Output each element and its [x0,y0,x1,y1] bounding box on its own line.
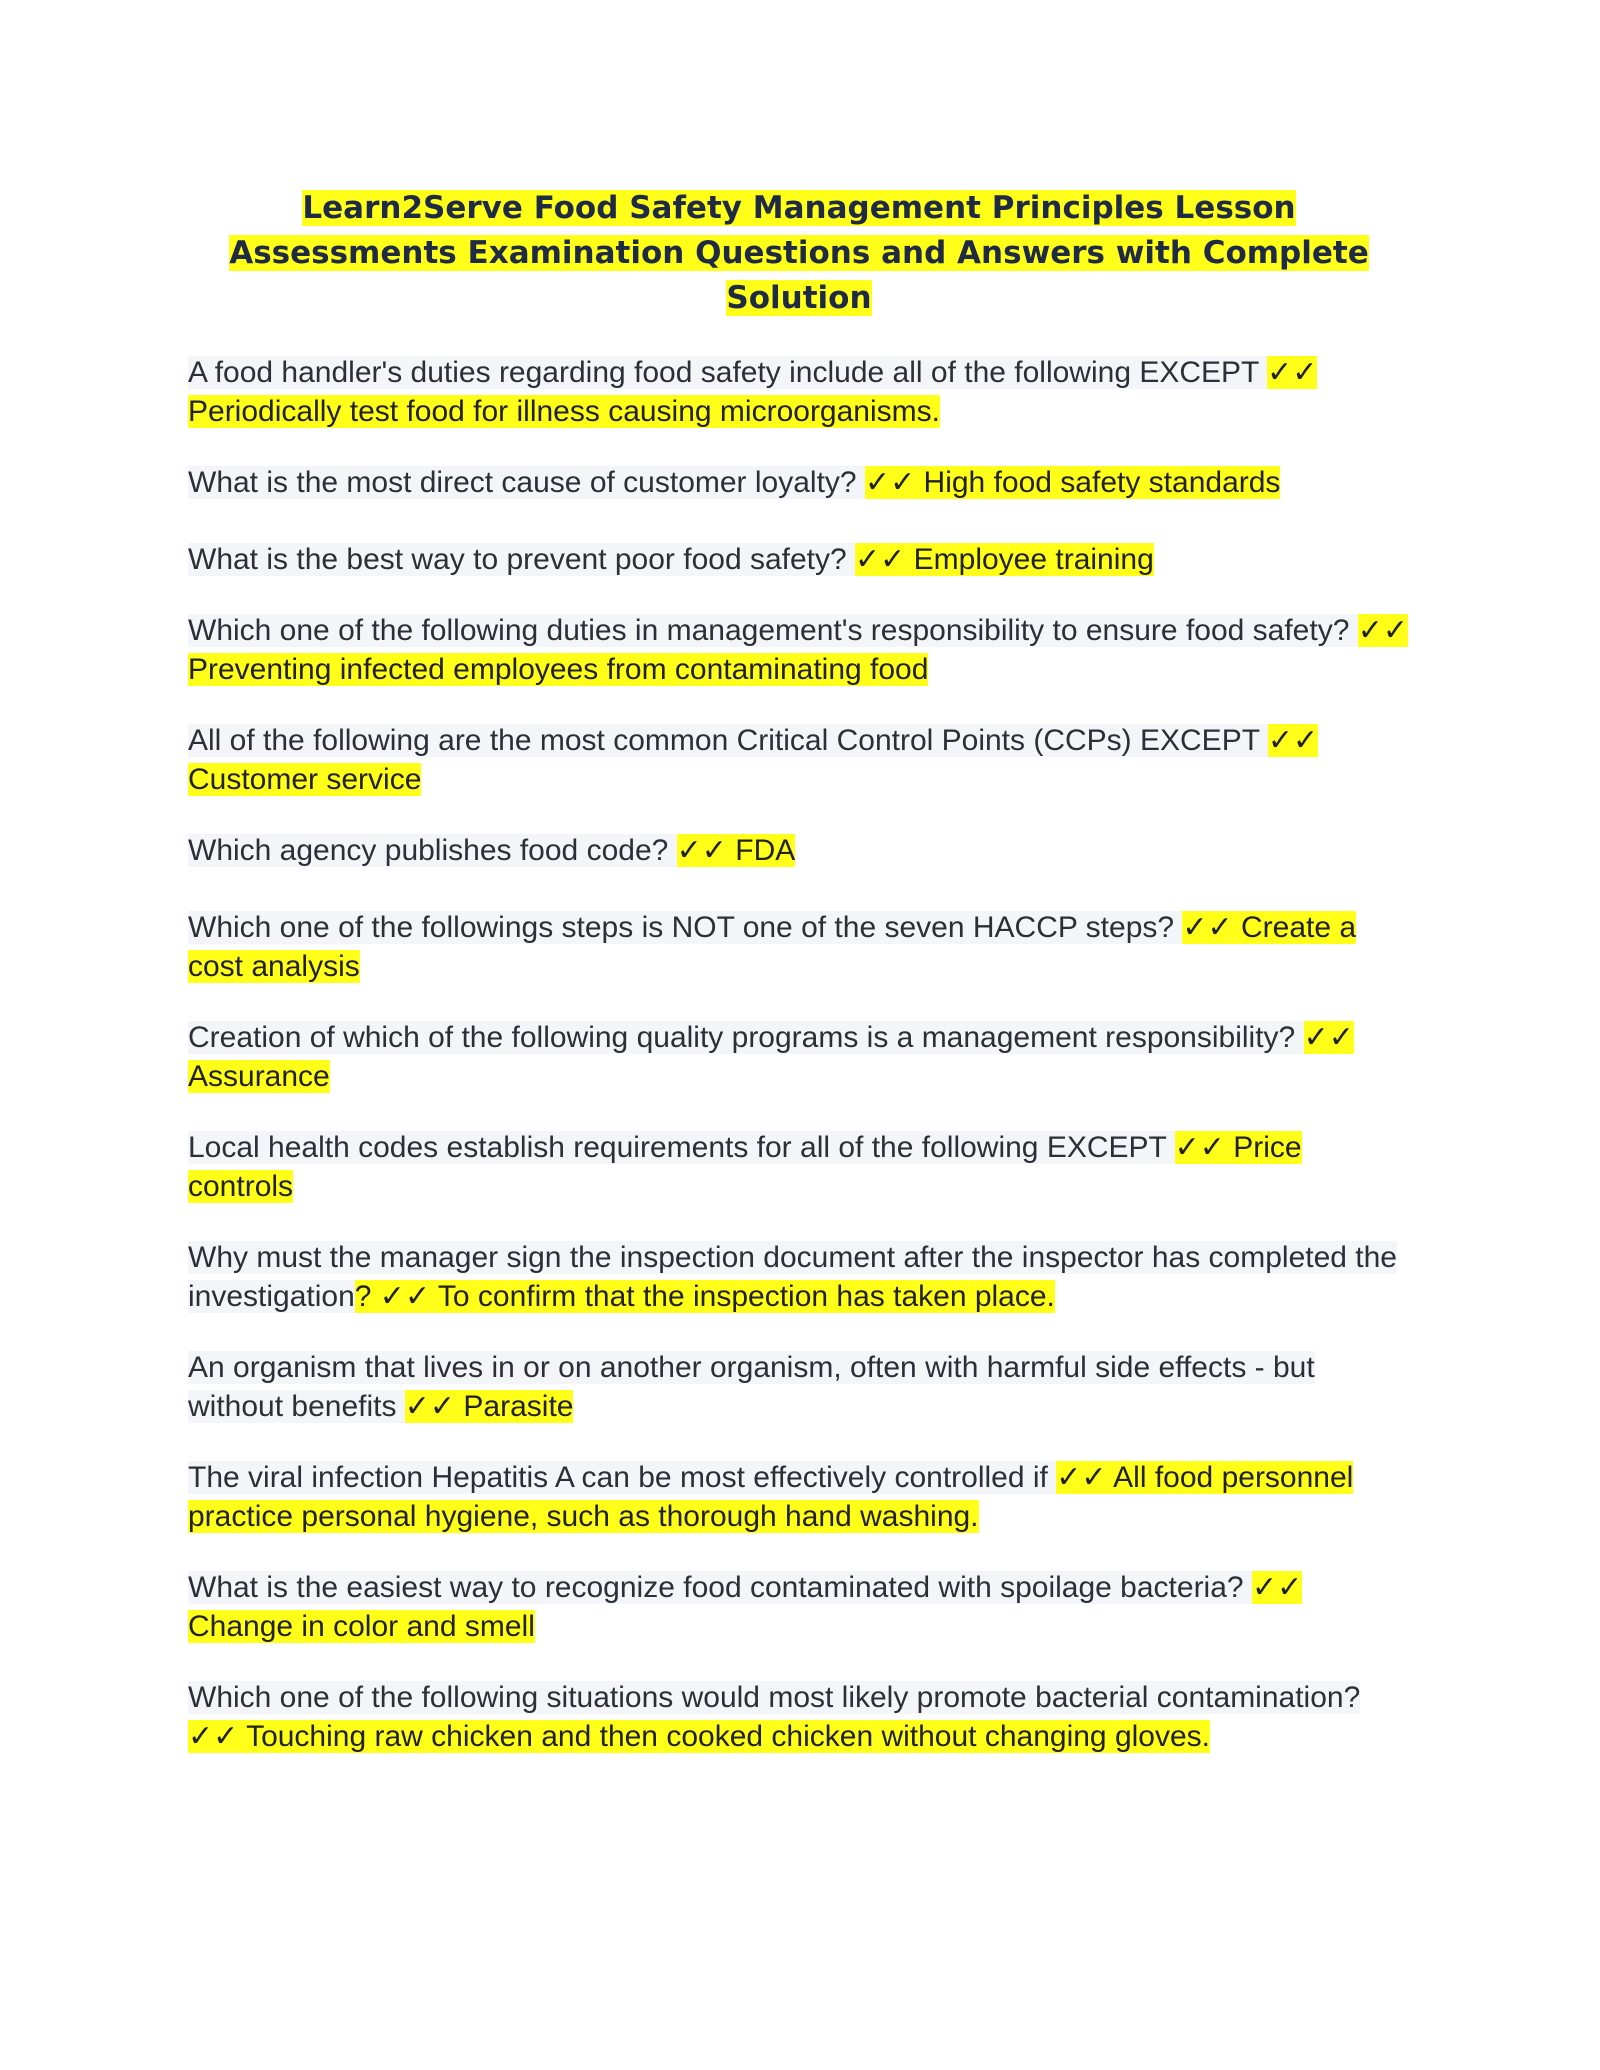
question-text: A food handler's duties regarding food safety include all of the following EXCEPT [188,356,1268,389]
document-title-text: Learn2Serve Food Safety Management Principles Lesson Assessments Examination Questions and Answers with Complete Solution [229,190,1369,316]
qa-item-7 [188,908,1410,986]
question-text: What is the most direct cause of customer loyalty? [188,466,865,499]
qa-item-11 [188,1348,1410,1426]
question-text: Why must the manager sign the inspection document after the inspector has completed the investigation [188,1241,1397,1313]
answer-text: ✓✓ Change in color and smell [188,1571,1303,1643]
question-text: What is the best way to prevent poor food safety? [188,543,856,576]
qa-item-10 [188,1238,1410,1316]
answer-text: ✓✓ All food personnel practice personal hygiene, such as thorough hand washing. [188,1461,1354,1533]
question-text: What is the easiest way to recognize food contaminated with spoilage bacteria? [188,1571,1252,1604]
qa-item-14 [188,1678,1410,1756]
answer-text: ✓✓ Periodically test food for illness causing microorganisms. [188,356,1318,428]
qa-item-6 [188,831,1410,870]
qa-item-9 [188,1128,1410,1206]
qa-item-13 [188,1568,1410,1646]
question-text: All of the following are the most common Critical Control Points (CCPs) EXCEPT [188,724,1268,757]
answer-text: ✓✓ FDA [676,834,796,867]
question-text: The viral infection Hepatitis A can be most effectively controlled if [188,1461,1057,1494]
qa-item-5 [188,721,1410,799]
qa-item-12 [188,1458,1410,1536]
answer-text: ✓✓ Preventing infected employees from contaminating food [188,614,1409,686]
answer-text: ✓✓ High food safety standards [864,466,1281,499]
answer-text: ✓✓ Assurance [188,1021,1354,1093]
document-title [188,186,1410,321]
answer-text: ✓✓ Price controls [188,1131,1302,1203]
answer-text: ✓✓ Touching raw chicken and then cooked chicken without changing gloves. [188,1720,1211,1753]
question-text: Which one of the following situations would most likely promote bacterial contamination? [188,1681,1361,1714]
question-text: Creation of which of the following quality programs is a management responsibility? [188,1021,1304,1054]
qa-item-4 [188,611,1410,689]
question-text: Which one of the followings steps is NOT one of the seven HACCP steps? [188,911,1183,944]
qa-item-8 [188,1018,1410,1096]
answer-text: ? ✓✓ To confirm that the inspection has taken place. [354,1280,1055,1313]
answer-text: ✓✓ Create a cost analysis [188,911,1357,983]
question-text: Local health codes establish requirements for all of the following EXCEPT [188,1131,1175,1164]
question-text: Which agency publishes food code? [188,834,677,867]
answer-text: ✓✓ Parasite [404,1390,574,1423]
qa-item-1 [188,353,1410,431]
question-text: Which one of the following duties in management's responsibility to ensure food safety? [188,614,1358,647]
answer-text: ✓✓ Employee training [855,543,1154,576]
question-text: An organism that lives in or on another organism, often with harmful side effects - but without benefits [188,1351,1315,1423]
qa-item-3 [188,540,1410,579]
qa-item-2 [188,463,1410,502]
answer-text: ✓✓ Customer service [188,724,1319,796]
